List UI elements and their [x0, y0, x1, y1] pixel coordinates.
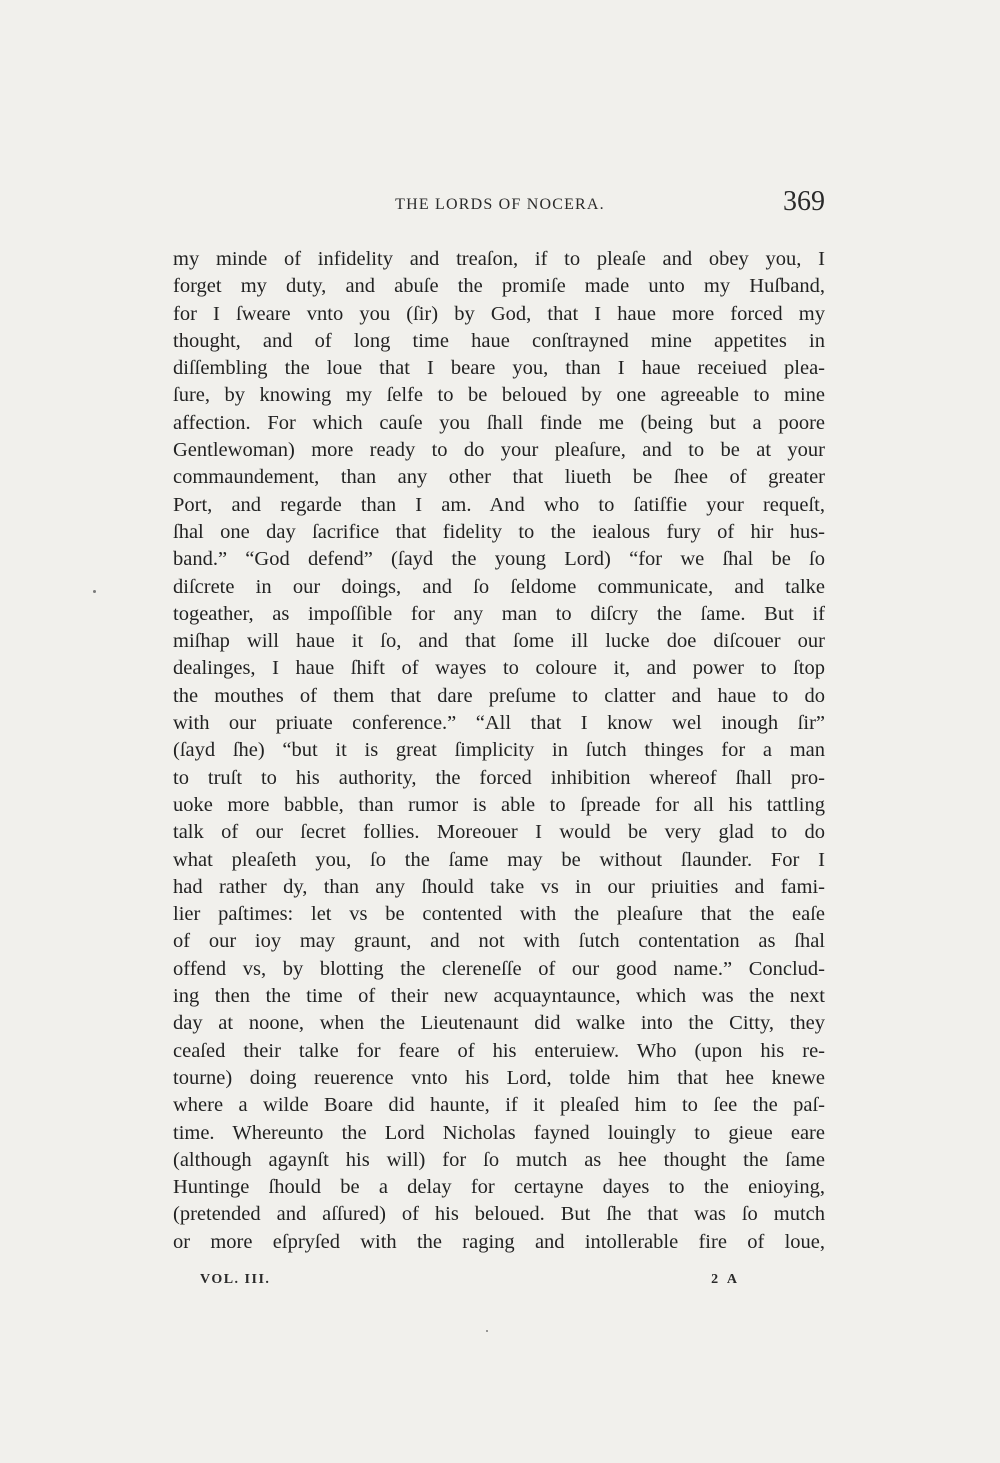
text-line: commaundement, than any other that liueth be ſhee of greater: [173, 466, 825, 489]
text-line: uoke more babble, than rumor is able to ſpreade for all his tattling: [173, 793, 825, 816]
text-line: day at noone, when the Lieutenaunt did walke into the Citty, they: [173, 1012, 825, 1035]
volume-signature: VOL. III.: [200, 1272, 271, 1287]
text-line: ſure, by knowing my ſelfe to be beloued by one agreeable to mine: [173, 384, 825, 407]
text-line: forget my duty, and abuſe the promiſe made unto my Huſband,: [173, 275, 825, 298]
text-line: miſhap will haue it ſo, and that ſome ill lucke doe diſcouer our: [173, 630, 825, 653]
text-line: (pretended and aſſured) of his beloued. But ſhe that was ſo mutch: [173, 1203, 825, 1226]
text-line: talk of our ſecret follies. Moreouer I would be very glad to do: [173, 821, 825, 844]
text-line: offend vs, by blotting the clereneſſe of our good name.” Conclud-: [173, 957, 825, 980]
text-line: my minde of infidelity and treaſon, if to pleaſe and obey you, I: [173, 248, 825, 270]
text-line: diſcrete in our doings, and ſo ſeldome communicate, and talke: [173, 575, 825, 598]
text-line: time. Whereunto the Lord Nicholas fayned louingly to gieue eare: [173, 1121, 825, 1144]
text-line: diſſembling the loue that I beare you, than I haue receiued plea-: [173, 357, 825, 380]
text-line: thought, and of long time haue conſtrayned mine appetites in: [173, 329, 825, 352]
text-line: with our priuate conference.” “All that I know wel inough ſir”: [173, 712, 825, 735]
page-footer: [200, 1272, 740, 1296]
text-line: band.” “God defend” (ſayd the young Lord) “for we ſhal be ſo: [173, 548, 825, 571]
text-line: (although agaynſt his will) for ſo mutch as hee thought the ſame: [173, 1148, 825, 1171]
running-head: [175, 186, 825, 224]
text-line: lier paſtimes: let vs be contented with the pleaſure that the eaſe: [173, 903, 825, 926]
text-line: for I ſweare vnto you (ſir) by God, that I haue more forced my: [173, 302, 825, 325]
text-line: Gentlewoman) more ready to do your pleaſure, and to be at your: [173, 439, 825, 462]
text-line: the mouthes of them that dare preſume to clatter and haue to do: [173, 684, 825, 707]
page-number: 369: [783, 186, 825, 217]
text-line: Port, and regarde than I am. And who to ſatiſfie your requeſt,: [173, 493, 825, 516]
text-line: to truſt to his authority, the forced inhibition whereof ſhall pro-: [173, 766, 825, 789]
text-line: what pleaſeth you, ſo the ſame may be without ſlaunder. For I: [173, 848, 825, 871]
gathering-signature: 2 A: [711, 1272, 740, 1287]
text-line: ſhal one day ſacrifice that fidelity to the iealous fury of hir hus-: [173, 520, 825, 543]
text-line: (ſayd ſhe) “but it is great ſimplicity in ſutch thinges for a man: [173, 739, 825, 762]
text-line: ceaſed their talke for feare of his enteruiew. Who (upon his re-: [173, 1039, 825, 1062]
text-line: tourne) doing reuerence vnto his Lord, tolde him that hee knewe: [173, 1066, 825, 1089]
paper-speck: [93, 590, 96, 593]
text-line: dealinges, I haue ſhift of wayes to coloure it, and power to ſtop: [173, 657, 825, 680]
paper-speck: [486, 1330, 488, 1332]
text-line: of our ioy may graunt, and not with ſutch contentation as ſhal: [173, 930, 825, 953]
text-line: togeather, as impoſſible for any man to diſcry the ſame. But if: [173, 602, 825, 625]
text-line: or more eſpryſed with the raging and intollerable fire of loue,: [173, 1230, 825, 1253]
text-line: affection. For which cauſe you ſhall finde me (being but a poore: [173, 411, 825, 434]
text-line: ing then the time of their new acquayntaunce, which was the next: [173, 985, 825, 1008]
text-line: Huntinge ſhould be a delay for certayne dayes to the enioying,: [173, 1176, 825, 1199]
body-text: [173, 246, 825, 1256]
text-line: where a wilde Boare did haunte, if it pleaſed him to ſee the paſ-: [173, 1094, 825, 1117]
text-line: had rather dy, than any ſhould take vs in our priuities and fami-: [173, 875, 825, 898]
running-title: THE LORDS OF NOCERA.: [395, 196, 605, 213]
